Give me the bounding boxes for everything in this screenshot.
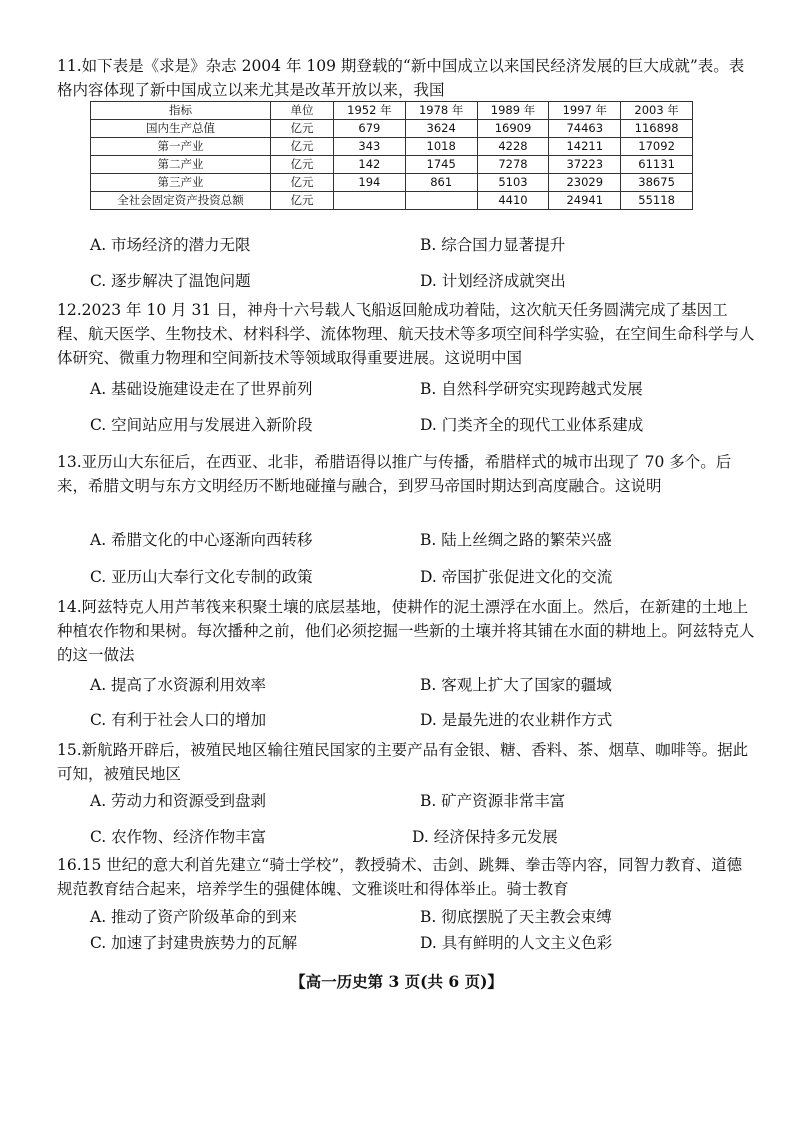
option-c[interactable]: C. 加速了封建贵族势力的瓦解 bbox=[90, 934, 298, 952]
option-b[interactable]: B. 客观上扩大了国家的疆域 bbox=[420, 676, 612, 694]
page-footer: 【高一历史第 3 页(共 6 页)】 bbox=[290, 972, 503, 991]
table-cell: 24941 bbox=[549, 192, 621, 210]
question-number: 11. bbox=[57, 57, 82, 75]
table-row bbox=[91, 192, 693, 210]
option-a[interactable]: A. 劳动力和资源受到盘剥 bbox=[90, 792, 267, 810]
table-row bbox=[91, 156, 693, 174]
table-header-cell: 2003 年 bbox=[621, 102, 693, 120]
table-header-cell: 1952 年 bbox=[334, 102, 406, 120]
question-14 bbox=[57, 595, 757, 667]
question-12 bbox=[57, 298, 757, 370]
option-d[interactable]: D. 帝国扩张促进文化的交流 bbox=[420, 568, 613, 586]
option-a[interactable]: A. 市场经济的潜力无限 bbox=[90, 236, 251, 254]
table-cell: 116898 bbox=[621, 120, 693, 138]
table-cell bbox=[334, 192, 406, 210]
table-cell: 1018 bbox=[405, 138, 477, 156]
option-d[interactable]: D. 经济保持多元发展 bbox=[412, 828, 558, 846]
table-cell: 194 bbox=[334, 174, 406, 192]
table-cell: 亿元 bbox=[271, 156, 334, 174]
table-header-cell: 指标 bbox=[91, 102, 271, 120]
option-a[interactable]: A. 推动了资产阶级革命的到来 bbox=[90, 908, 298, 926]
table-cell: 142 bbox=[334, 156, 406, 174]
table-row bbox=[91, 120, 693, 138]
question-stem: 如下表是《求是》杂志 2004 年 109 期登载的“新中国成立以来国民经济发展的巨大成就”表。表格内容体现了新中国成立以来尤其是改革开放以来，我国 bbox=[57, 57, 745, 99]
table-cell: 14211 bbox=[549, 138, 621, 156]
question-stem: 亚历山大东征后，在西亚、北非，希腊语得以推广与传播，希腊样式的城市出现了 70 多个。后来，希腊文明与东方文明经历不断地碰撞与融合，到罗马帝国时期达到高度融合。这说明 bbox=[57, 453, 732, 495]
table-row bbox=[91, 174, 693, 192]
table-cell: 23029 bbox=[549, 174, 621, 192]
table-cell: 61131 bbox=[621, 156, 693, 174]
economic-data-table bbox=[90, 101, 693, 210]
table-cell: 全社会固定资产投资总额 bbox=[91, 192, 271, 210]
table-cell: 第三产业 bbox=[91, 174, 271, 192]
table-cell: 亿元 bbox=[271, 120, 334, 138]
option-c[interactable]: C. 亚历山大奉行文化专制的政策 bbox=[90, 568, 313, 586]
option-c[interactable]: C. 农作物、经济作物丰富 bbox=[90, 828, 267, 846]
table-cell: 1745 bbox=[405, 156, 477, 174]
option-d[interactable]: D. 计划经济成就突出 bbox=[420, 272, 566, 290]
question-number: 12. bbox=[57, 301, 82, 319]
option-b[interactable]: B. 综合国力显著提升 bbox=[420, 236, 566, 254]
table-cell: 亿元 bbox=[271, 138, 334, 156]
question-stem: 阿兹特克人用芦苇筏来积聚土壤的底层基地，使耕作的泥土漂浮在水面上。然后，在新建的土地上种植农作物和果树。每次播种之前，他们必须挖掘一些新的土壤并将其铺在水面的耕地上。阿兹特克人的这一做法 bbox=[57, 598, 755, 664]
table-cell: 17092 bbox=[621, 138, 693, 156]
table-cell: 第二产业 bbox=[91, 156, 271, 174]
question-13 bbox=[57, 450, 757, 498]
option-d[interactable]: D. 门类齐全的现代工业体系建成 bbox=[420, 416, 644, 434]
question-15 bbox=[57, 738, 757, 786]
option-b[interactable]: B. 陆上丝绸之路的繁荣兴盛 bbox=[420, 531, 612, 549]
table-row bbox=[91, 138, 693, 156]
table-cell: 4410 bbox=[477, 192, 549, 210]
table-header-cell: 1989 年 bbox=[477, 102, 549, 120]
table-cell: 74463 bbox=[549, 120, 621, 138]
question-11 bbox=[57, 54, 757, 102]
question-16 bbox=[57, 853, 757, 901]
table-cell: 861 bbox=[405, 174, 477, 192]
table-header-cell: 单位 bbox=[271, 102, 334, 120]
option-a[interactable]: A. 基础设施建设走在了世界前列 bbox=[90, 380, 313, 398]
option-c[interactable]: C. 空间站应用与发展进入新阶段 bbox=[90, 416, 313, 434]
table-cell: 38675 bbox=[621, 174, 693, 192]
option-b[interactable]: B. 彻底摆脱了天主教会束缚 bbox=[420, 908, 612, 926]
table-cell: 679 bbox=[334, 120, 406, 138]
table-cell bbox=[405, 192, 477, 210]
table-cell: 3624 bbox=[405, 120, 477, 138]
table-cell: 5103 bbox=[477, 174, 549, 192]
option-d[interactable]: D. 是最先进的农业耕作方式 bbox=[420, 711, 613, 729]
table-header-cell: 1978 年 bbox=[405, 102, 477, 120]
table-cell: 亿元 bbox=[271, 192, 334, 210]
table-cell: 第一产业 bbox=[91, 138, 271, 156]
question-number: 14. bbox=[57, 598, 82, 616]
option-a[interactable]: A. 希腊文化的中心逐渐向西转移 bbox=[90, 531, 313, 549]
table-cell: 55118 bbox=[621, 192, 693, 210]
option-b[interactable]: B. 自然科学研究实现跨越式发展 bbox=[420, 380, 643, 398]
question-stem: 新航路开辟后，被殖民地区输往殖民国家的主要产品有金银、糖、香料、茶、烟草、咖啡等。据此可知，被殖民地区 bbox=[57, 741, 749, 783]
table-header-cell: 1997 年 bbox=[549, 102, 621, 120]
option-b[interactable]: B. 矿产资源非常丰富 bbox=[420, 792, 566, 810]
option-c[interactable]: C. 有利于社会人口的增加 bbox=[90, 711, 267, 729]
table-header-row bbox=[91, 102, 693, 120]
question-number: 15. bbox=[57, 741, 82, 759]
table-cell: 亿元 bbox=[271, 174, 334, 192]
table-cell: 国内生产总值 bbox=[91, 120, 271, 138]
question-number: 16. bbox=[57, 856, 82, 874]
question-number: 13. bbox=[57, 453, 82, 471]
table-cell: 343 bbox=[334, 138, 406, 156]
table-cell: 37223 bbox=[549, 156, 621, 174]
option-c[interactable]: C. 逐步解决了温饱问题 bbox=[90, 272, 251, 290]
table-cell: 4228 bbox=[477, 138, 549, 156]
question-stem: 2023 年 10 月 31 日，神舟十六号载人飞船返回舱成功着陆，这次航天任务圆满完成了基因工程、航天医学、生物技术、材料科学、流体物理、航天技术等多项空间科学实验，在空间生命科学与人体研究、微重力物理和空间新技术等领域取得重要进展。这说明中国 bbox=[57, 301, 755, 367]
option-d[interactable]: D. 具有鲜明的人文主义色彩 bbox=[420, 934, 613, 952]
option-a[interactable]: A. 提高了水资源利用效率 bbox=[90, 676, 267, 694]
question-stem: 15 世纪的意大利首先建立“骑士学校”，教授骑术、击剑、跳舞、拳击等内容，同智力教育、道德规范教育结合起来，培养学生的强健体魄、文雅谈吐和得体举止。骑士教育 bbox=[57, 856, 743, 898]
table-cell: 16909 bbox=[477, 120, 549, 138]
table-cell: 7278 bbox=[477, 156, 549, 174]
